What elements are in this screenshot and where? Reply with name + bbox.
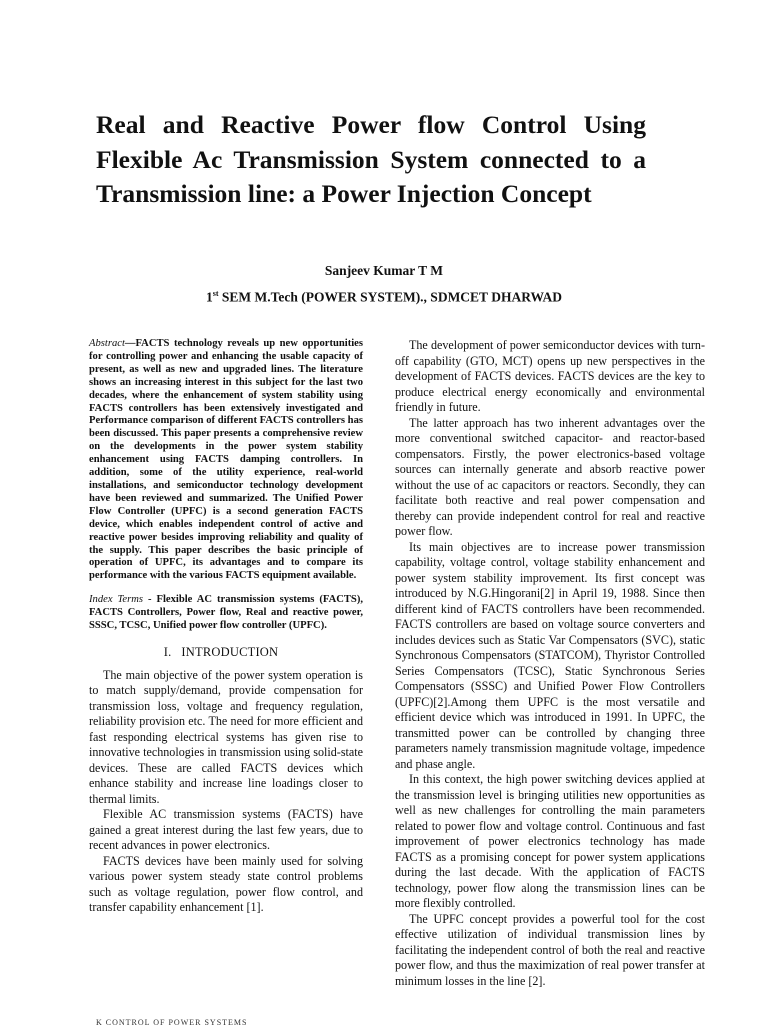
index-terms-text: Flexible AC transmission systems (FACTS), FACTS Controllers, Power flow, Real and reactive power, SSSC, TCSC, Unified power flow controller (UPFC). <box>89 594 363 632</box>
affiliation-ordinal: 1 <box>206 289 213 305</box>
body-paragraph-1: The development of power semiconductor devices with turn-off capability (GTO, MCT) opens up new perspectives in the development of FACTS devices. FACTS devices are the key to produce electrical energy economically and environmental friendly in future. <box>395 338 705 414</box>
affiliation-ordinal-suffix: st <box>212 289 219 298</box>
body-paragraph-2: The latter approach has two inherent advantages over the more conventional switched capacitor- and reactor-based compensators. Firstly, the power electronics-based voltage sources can internally generate and absorb reactive power without the use of ac capacitors or reactors. Secondly, they can facilitate both reactive and real power compensation and thereby can provide independent control for real and reactive power flow. <box>395 415 705 538</box>
intro-paragraph-3: FACTS devices have been mainly used for solving various power system steady state control problems such as voltage regulation, power flow control, and transfer capability enhancement [1]. <box>89 853 363 915</box>
index-terms-label: Index Terms <box>89 594 144 606</box>
paper-title: Real and Reactive Power flow Control Using Flexible Ac Transmission System connected to a Transmission line: a Power Injection Concept <box>96 110 646 208</box>
body-paragraph-5: The UPFC concept provides a powerful tool for the cost effective utilization of individual transmission lines by facilitating the independent control of both the real and reactive power flow, and thus the maximization of real power transfer at minimum losses in the line [2]. <box>395 911 705 988</box>
abstract-text: FACTS technology reveals up new opportunities for controlling power and enhancing the usable capacity of present, as well as new and upgraded lines. The literature shows an increasing interest in this subject for the last two decades, where the enhancement of system stability using FACTS controllers has been extensively investigated and Performance comparison of different FACTS controllers has been discussed. This paper presents a comprehensive review on the developments in the power system stability enhancement using FACTS damping controllers. In addition, some of the utility experience, real-world installations, and semiconductor technology development have been reviewed and summarized. The Unified Power Flow Controller (UPFC) is a second generation FACTS device, which enables independent control of active and reactive power besides improving reliability and quality of the supply. This paper describes the basic principle of operation of UPFC, its advantages and to compare its performance with the various FACTS equipment available. <box>89 338 363 582</box>
intro-paragraph-1: The main objective of the power system operation is to match supply/demand, provide compensation for transmission loss, voltage and frequency regulation, reliability provision etc. The need for more efficient and fast responding electrical systems has given rise to innovative technologies in transmission using solid-state devices. These are called FACTS devices which enhance stability and increase line loadings closer to thermal limits. <box>89 667 363 806</box>
section-title: INTRODUCTION <box>181 644 279 659</box>
left-column <box>89 338 363 916</box>
index-terms-separator: - <box>143 594 157 606</box>
right-column <box>395 338 705 989</box>
author-name: Sanjeev Kumar T M <box>324 263 444 278</box>
body-paragraph-4: In this context, the high power switching devices applied at the transmission level is bringing utilities new opportunities as well as new challenges for controlling the main parameters related to power flow and voltage control. Continuous and fast improvement of power electronics technology has made FACTS as a promising concept for power system applications during the last decade. With the application of FACTS technology, power flow along the transmission lines can be more flexibly controlled. <box>395 772 705 910</box>
intro-paragraph-2: Flexible AC transmission systems (FACTS) have gained a great interest during the last few years, due to recent advances in power electronics. <box>89 807 363 853</box>
author-affiliation <box>0 289 768 306</box>
abstract-label: Abstract <box>89 338 125 349</box>
cut-off-footer-text: K CONTROL OF POWER SYSTEMS <box>96 1018 248 1027</box>
body-paragraph-3: Its main objectives are to increase power transmission capability, voltage control, voltage stability enhancement and power system stability improvement. Its first concept was introduced by N.G.Hingorani[2] in April 19, 1988. Since then different kind of FACTS controllers have been recommended. FACTS controllers are based on voltage source converters and includes devices such as Static Var Compensators (SVC), static Synchronous Compensators (STATCOM), Thyristor Controlled Series Compensators (TCSC), Static Synchronous Series Compensators (SSSC) and Unified Power Flow Controllers (UPFC)[2].Among them UPFC is the most versatile and efficient device which was introduced in 1991. In UPFC, the transmitted power can be controlled by changing three parameters namely transmission magnitude voltage, impedence and phase angle. <box>395 539 705 771</box>
section-heading-introduction <box>89 645 363 660</box>
index-terms <box>89 594 363 633</box>
abstract-dash: — <box>124 338 136 349</box>
section-number: I. <box>163 644 172 659</box>
abstract <box>89 338 363 583</box>
affiliation-text: SEM M.Tech (POWER SYSTEM)., SDMCET DHARWAD <box>218 289 562 305</box>
